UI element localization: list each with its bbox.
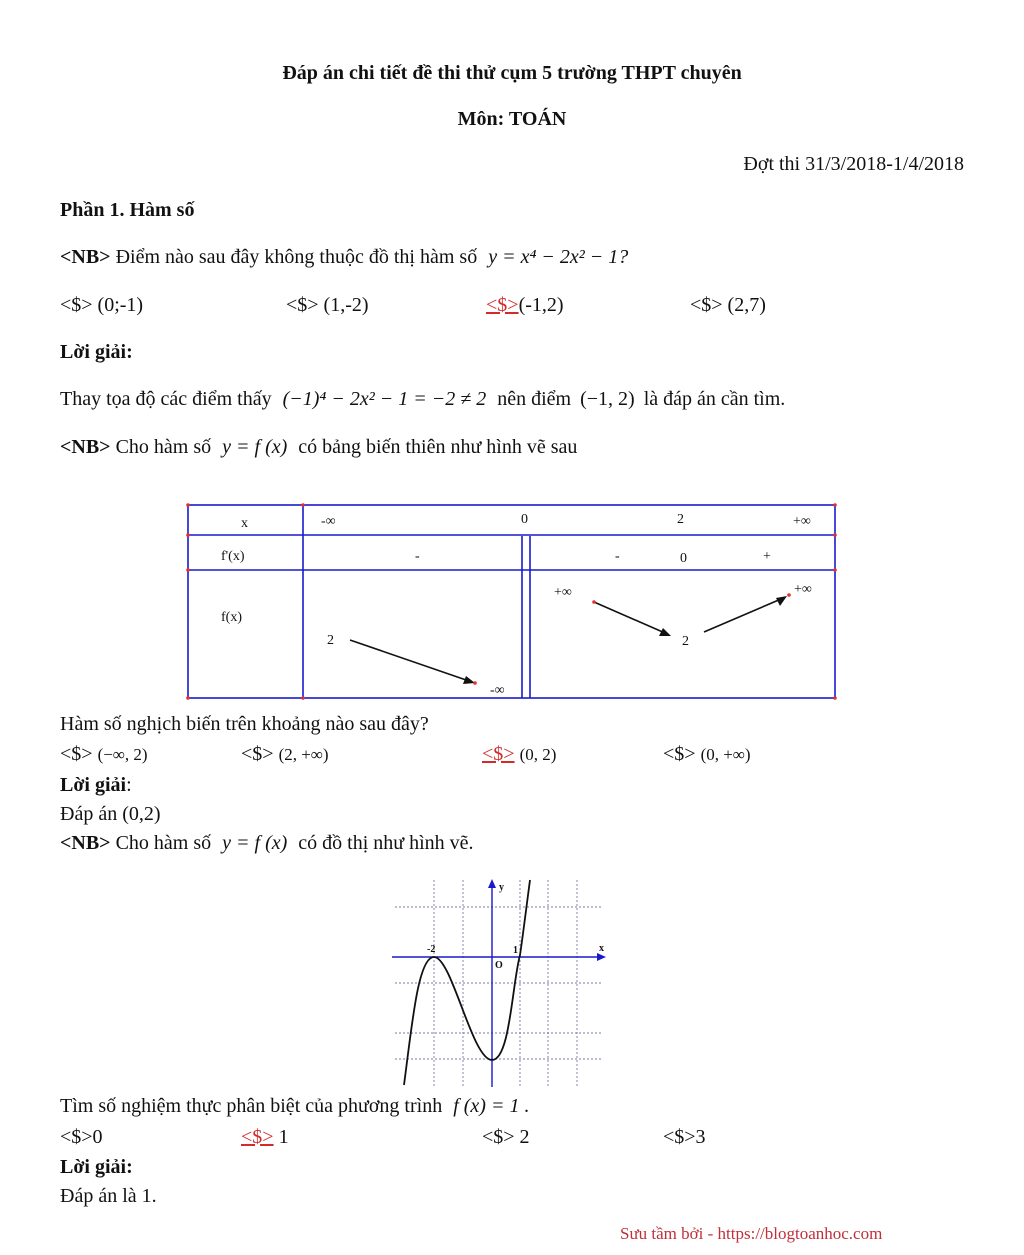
fp-sign-2: - (615, 549, 620, 564)
arrow-increase (704, 599, 781, 632)
variation-table (185, 500, 840, 704)
q1-solution: Thay tọa độ các điểm thấy (−1)⁴ − 2x² − 1 = −2 ≠ 2 nên điểm (−1, 2) là đáp án cần tìm. (60, 388, 786, 410)
y-axis-label: y (499, 882, 504, 893)
page-title: Đáp án chi tiết đề thi thử cụm 5 trường THPT chuyên (282, 62, 742, 84)
x-val-2: 2 (677, 512, 684, 527)
footer-credit[interactable]: Sưu tầm bởi - https://blogtoanhoc.com (620, 1224, 883, 1243)
q3-solution-label: Lời giải: (60, 1156, 133, 1178)
subject-title: Môn: TOÁN (457, 108, 567, 130)
f-val-pos-inf-right: +∞ (794, 582, 812, 597)
correct-marker: <$> (486, 294, 519, 316)
q1-option-a[interactable]: <$> (0;-1) (60, 294, 144, 316)
exam-date: Đợt thi 31/3/2018-1/4/2018 (743, 153, 964, 175)
correct-marker: <$> (241, 1126, 274, 1148)
fp-sign-1: - (415, 549, 420, 564)
f-val-pos-inf-left: +∞ (554, 585, 572, 600)
question-formula: y = x⁴ − 2x² − 1? (488, 246, 629, 268)
q3-option-a[interactable]: <$>0 (60, 1126, 103, 1148)
q2-option-b[interactable]: <$> (2, +∞) (241, 743, 329, 765)
question-tag: <NB> (60, 246, 111, 268)
q2-solution-label: Lời giải: (60, 774, 132, 796)
tick-label-neg2: -2 (427, 944, 436, 955)
row-label-x: x (241, 516, 248, 531)
f-val-2-left: 2 (327, 633, 334, 648)
f-val-2-min: 2 (682, 634, 689, 649)
origin-label: O (495, 960, 503, 971)
question-2: <NB> Cho hàm số y = f (x) có bảng biến thiên như hình vẽ sau (60, 436, 578, 458)
solution-label: Lời giải: (60, 341, 133, 363)
x-val-0: 0 (521, 512, 528, 527)
fp-zero: 0 (680, 551, 687, 566)
q2-option-c[interactable]: <$> (0, 2) (482, 743, 557, 765)
arrow-decrease-2 (594, 602, 665, 633)
function-curve (404, 880, 530, 1085)
q3-option-b[interactable]: <$> 1 (241, 1126, 289, 1148)
q1-option-c[interactable]: <$>(-1,2) (486, 294, 564, 316)
x-axis-label: x (599, 943, 604, 954)
row-label-f: f(x) (221, 610, 242, 625)
fp-sign-3: + (763, 549, 771, 564)
question-1 (60, 246, 628, 269)
q1-option-d[interactable]: <$> (2,7) (690, 294, 766, 316)
f-val-neg-inf: -∞ (490, 683, 505, 698)
q3-option-d[interactable]: <$>3 (663, 1126, 706, 1148)
q2-option-a[interactable]: <$> (−∞, 2) (60, 743, 148, 765)
function-graph (390, 875, 610, 1090)
q2-answer: Đáp án (0,2) (60, 803, 161, 825)
q3-option-c[interactable]: <$> 2 (482, 1126, 530, 1148)
x-val-pos-inf: +∞ (793, 514, 811, 529)
question-3: <NB> Cho hàm số y = f (x) có đồ thị như hình vẽ. (60, 832, 474, 854)
tick-label-1: 1 (513, 945, 518, 956)
correct-marker: <$> (482, 743, 515, 765)
q2-question: Hàm số nghịch biến trên khoảng nào sau đây? (60, 713, 429, 735)
q3-answer: Đáp án là 1. (60, 1185, 157, 1207)
q1-option-b[interactable]: <$> (1,-2) (286, 294, 369, 316)
q3-question: Tìm số nghiệm thực phân biệt của phương trình f (x) = 1 . (60, 1095, 530, 1117)
section-title: Phần 1. Hàm số (60, 199, 195, 221)
row-label-fprime: f'(x) (221, 549, 245, 564)
question-text: Điểm nào sau đây không thuộc đồ thị hàm số (110, 246, 478, 268)
x-val-neg-inf: -∞ (321, 514, 336, 529)
q2-option-d[interactable]: <$> (0, +∞) (663, 743, 751, 765)
arrow-decrease-1 (350, 640, 469, 681)
